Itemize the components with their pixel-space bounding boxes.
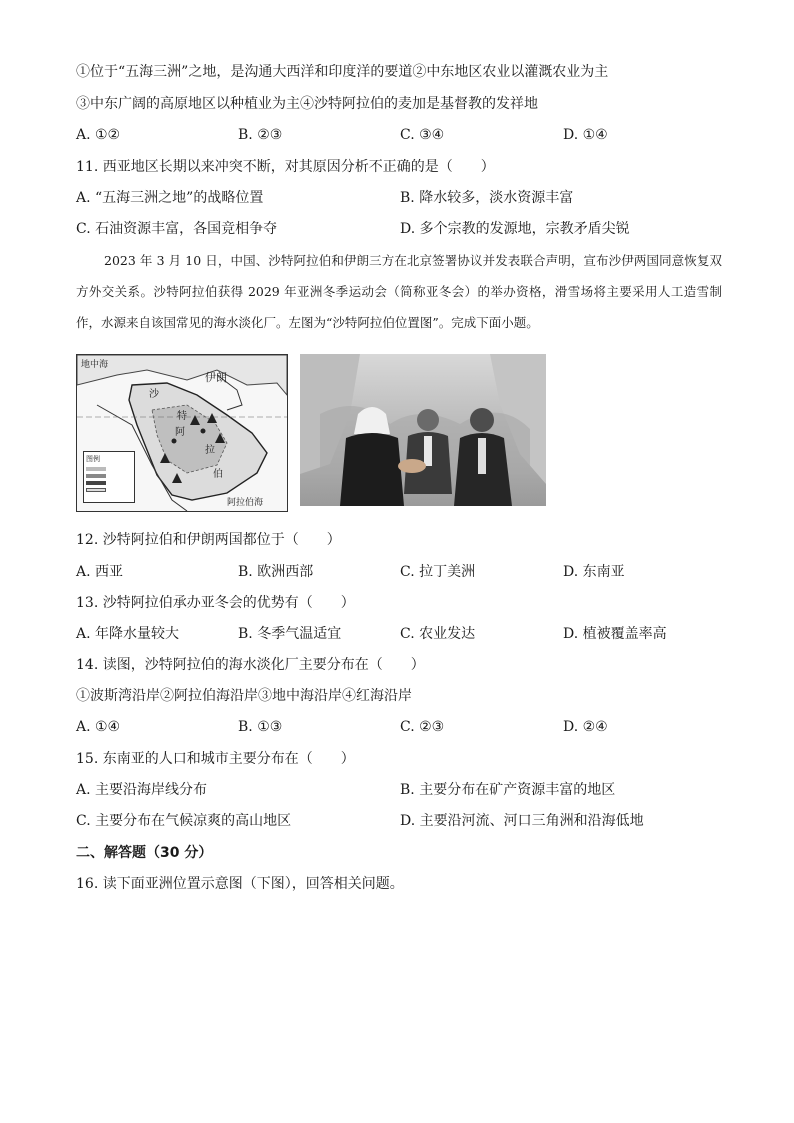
q13-option-c: C. 农业发达 (400, 626, 476, 642)
reading-passage (76, 245, 722, 338)
q11-option-c: C. 石油资源丰富，各国竞相争夺 (76, 221, 278, 237)
map-legend-title: 图例 (86, 455, 100, 463)
map-label-a: 阿 (175, 427, 185, 438)
q13-option-b: B. 冬季气温适宜 (238, 626, 342, 642)
q10-option-b: B. ②③ (238, 127, 283, 143)
signing-photo-drawing (300, 354, 546, 506)
q15-option-a: A. 主要沿海岸线分布 (76, 782, 208, 798)
q11-option-b: B. 降水较多，淡水资源丰富 (400, 190, 574, 206)
legend-swatch-1 (86, 467, 106, 471)
q13-option-a: A. 年降水量较大 (76, 626, 180, 642)
q13-stem: 13. 沙特阿拉伯承办亚冬会的优势有（ ） (76, 595, 355, 611)
q11-stem: 11. 西亚地区长期以来冲突不断，对其原因分析不正确的是（ ） (76, 159, 495, 175)
q14-option-d: D. ②④ (563, 719, 608, 735)
map-label-mediterranean: 地中海 (81, 360, 109, 370)
q11-option-a: A. “五海三洲之地”的战略位置 (76, 190, 264, 206)
map-label-iran: 伊朗 (205, 371, 227, 384)
q13-option-d: D. 植被覆盖率高 (563, 626, 667, 642)
q12-stem: 12. 沙特阿拉伯和伊朗两国都位于（ ） (76, 532, 341, 548)
q12-option-b: B. 欧洲西部 (238, 564, 314, 580)
q10-option-a: A. ①② (76, 127, 121, 143)
q12-option-a: A. 西亚 (76, 564, 124, 580)
q16-stem: 16. 读下面亚洲位置示意图（下图），回答相关问题。 (76, 876, 404, 892)
q10-option-d: D. ①④ (563, 127, 608, 143)
q10-option-c: C. ③④ (400, 127, 445, 143)
map-legend (83, 451, 135, 503)
section-2-heading: 二、解答题（30 分） (76, 845, 213, 861)
q14-stem: 14. 读图，沙特阿拉伯的海水淡化厂主要分布在（ ） (76, 657, 425, 673)
q15-option-c: C. 主要分布在气候凉爽的高山地区 (76, 813, 292, 829)
q15-stem: 15. 东南亚的人口和城市主要分布在（ ） (76, 751, 355, 767)
map-label-la: 拉 (205, 445, 215, 456)
saudi-location-map (76, 354, 288, 512)
legend-swatch-3 (86, 481, 106, 485)
q15-option-d: D. 主要沿河流、河口三角洲和沿海低地 (400, 813, 644, 829)
q14-option-a: A. ①④ (76, 719, 121, 735)
q10-statement-2: ③中东广阔的高原地区以种植业为主④沙特阿拉伯的麦加是基督教的发祥地 (76, 96, 538, 112)
legend-swatch-4 (86, 488, 106, 492)
map-label-bo: 伯 (213, 469, 223, 480)
q10-statement-1: ①位于“五海三洲”之地，是沟通大西洋和印度洋的要道②中东地区农业以灌溉农业为主 (76, 64, 609, 80)
signing-photo (300, 354, 546, 506)
reading-passage-text: 2023 年 3 月 10 日，中国、沙特阿拉伯和伊朗三方在北京签署协议并发表联合声明，宣布沙伊两国同意恢复双方外交关系。沙特阿拉伯获得 2029 年亚洲冬季运动会（简称亚冬会）的举办资格，滑雪场将主要采用人工造雪制作，水源来自该国常见的海水淡化厂。左图为“沙特阿拉伯位置图”。完成下面小题。 (76, 253, 722, 330)
map-label-arabian-sea: 阿拉伯海 (227, 498, 264, 508)
q12-option-c: C. 拉丁美洲 (400, 564, 476, 580)
q15-option-b: B. 主要分布在矿产资源丰富的地区 (400, 782, 616, 798)
q14-statement: ①波斯湾沿岸②阿拉伯海沿岸③地中海沿岸④红海沿岸 (76, 688, 412, 704)
q11-option-d: D. 多个宗教的发源地，宗教矛盾尖锐 (400, 221, 630, 237)
legend-swatch-2 (86, 474, 106, 478)
q14-option-b: B. ①③ (238, 719, 283, 735)
q12-option-d: D. 东南亚 (563, 564, 625, 580)
q14-option-c: C. ②③ (400, 719, 445, 735)
map-label-te: 特 (177, 411, 187, 422)
map-label-sha: 沙 (149, 389, 159, 400)
